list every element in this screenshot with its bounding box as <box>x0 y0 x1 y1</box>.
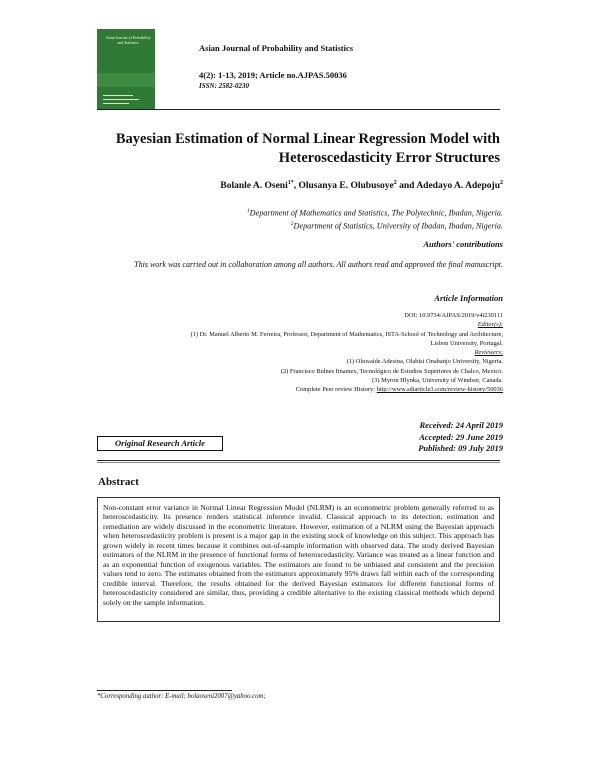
cover-line <box>103 99 139 100</box>
cover-line <box>103 103 129 104</box>
article-type-badge: Original Research Article <box>97 436 223 451</box>
header-rule <box>97 109 500 110</box>
editors-label: Editor(s): <box>477 321 503 329</box>
abstract-body: Non-constant error variance in Normal Linear Regression Model (NLRM) is an econometric problem generally referred to as heteroscedasticity. Its presence renders statistical inference invalid. Classical approach to its detection, estimation and remediation are widely discussed in the econometric literature. However, estimation of a NLRM using the Bayesian approach when heteroscedasticity problem is present is a major gap in the existing stock of knowledge on this subject. This approach has grown widely in recent times because it combines out-of-sample information with observed data. The study derived Bayesian estimators of the NLRM in the presence of functional forms of heteroscedasticity. Variance was treated as a linear function and as an exponential function of exogenous variables. The estimators are found to be unbiased and consistent and the precision values tend to zero. The estimates obtained from the estimators approximately 95% draws fall within each of the corresponding credible interval. Therefore, the results obtained for the derived Bayesian estimators for different functional forms of heteroscedasticity considered are similar, thus, providing a credible alternative to the existing classical methods which depend solely on the sample information. <box>97 497 500 622</box>
author-name: Olusanya E. Olubusoye <box>298 181 394 192</box>
reviewer-entry: (3) Myron Hlynka, University of Windsor, Canada. <box>372 377 503 385</box>
paper-title <box>100 130 500 168</box>
title-line-2: Heteroscedasticity Error Structures <box>278 150 500 166</box>
author-name: Bolanle A. Oseni <box>220 181 288 192</box>
affiliations <box>247 206 503 231</box>
contributions-heading: Authors' contributions <box>423 239 503 249</box>
abstract-heading: Abstract <box>98 476 139 488</box>
author-name: Adedayo A. Adepoju <box>416 181 500 192</box>
contributions-text: This work was carried out in collaboration among all authors. All authors read and approved the final manuscript. <box>134 260 503 269</box>
review-history <box>103 385 503 394</box>
affiliation <box>247 219 503 232</box>
reviewer-entry: (1) Oluwaide Adesina, Olabisi Onabanjo University, Nigeria. <box>346 358 503 366</box>
section-rule-thin <box>97 462 500 463</box>
author-sup: 1* <box>287 180 294 186</box>
title-line-1: Bayesian Estimation of Normal Linear Regression Model with <box>115 131 500 147</box>
article-info-heading: Article Information <box>434 293 503 303</box>
editor-entry: (1) Dr. Manuel Alberto M. Ferreira, Professor, Department of Mathematics, ISTA-School of Technology and Architecture, <box>190 330 503 338</box>
doi: DOI: 10.9734/AJPAS/2019/v4i230111 <box>404 312 503 319</box>
section-rule <box>97 460 500 461</box>
corresponding-author-footnote: *Corresponding author: E-mail: bolaoseni2007@yahoo.com; <box>97 693 266 700</box>
affiliation-text: Department of Mathematics and Statistics, The Polytechnic, Ibadan, Nigeria. <box>249 208 503 218</box>
affiliation-sup: 1 <box>246 208 250 214</box>
author-list <box>220 180 503 191</box>
journal-name: Asian Journal of Probability and Statistics <box>199 43 354 53</box>
author-sup: 2 <box>393 180 397 186</box>
journal-issn: ISSN: 2582-0230 <box>199 82 249 90</box>
article-dates <box>418 420 503 455</box>
affiliation <box>247 206 503 219</box>
accepted-date: Accepted: 29 June 2019 <box>419 431 503 442</box>
cover-stripe <box>97 73 155 87</box>
article-info <box>103 311 503 395</box>
review-history-label: Complete Peer review History: <box>295 386 377 394</box>
author-separator: , <box>293 181 299 192</box>
received-date: Received: 24 April 2019 <box>419 420 503 430</box>
journal-citation: 4(2): 1-13, 2019; Article no.AJPAS.50036 <box>199 70 347 80</box>
published-date: Published: 09 July 2019 <box>418 443 503 453</box>
reviewer-entry: (2) Francisco Bulnes Iinamex, Tecnológico de Estudios Superiores de Chalco, Mexico. <box>280 367 503 375</box>
author-sup: 2 <box>500 180 503 186</box>
affiliation-sup: 2 <box>290 220 294 227</box>
cover-line <box>103 95 133 96</box>
footnote-rule <box>97 690 232 691</box>
author-separator: and <box>396 181 417 192</box>
editor-entry-cont: Lisbon University, Portugal. <box>430 339 503 347</box>
journal-cover-image <box>97 29 155 109</box>
cover-title: Asian Journal of Probability and Statistics <box>105 35 151 45</box>
affiliation-text: Department of Statistics, University of Ibadan, Ibadan, Nigeria. <box>293 221 503 231</box>
review-history-link[interactable]: http://www.sdiarticle3.com/review-history/50036 <box>376 386 503 394</box>
reviewers-label: Reviewers: <box>474 349 503 357</box>
